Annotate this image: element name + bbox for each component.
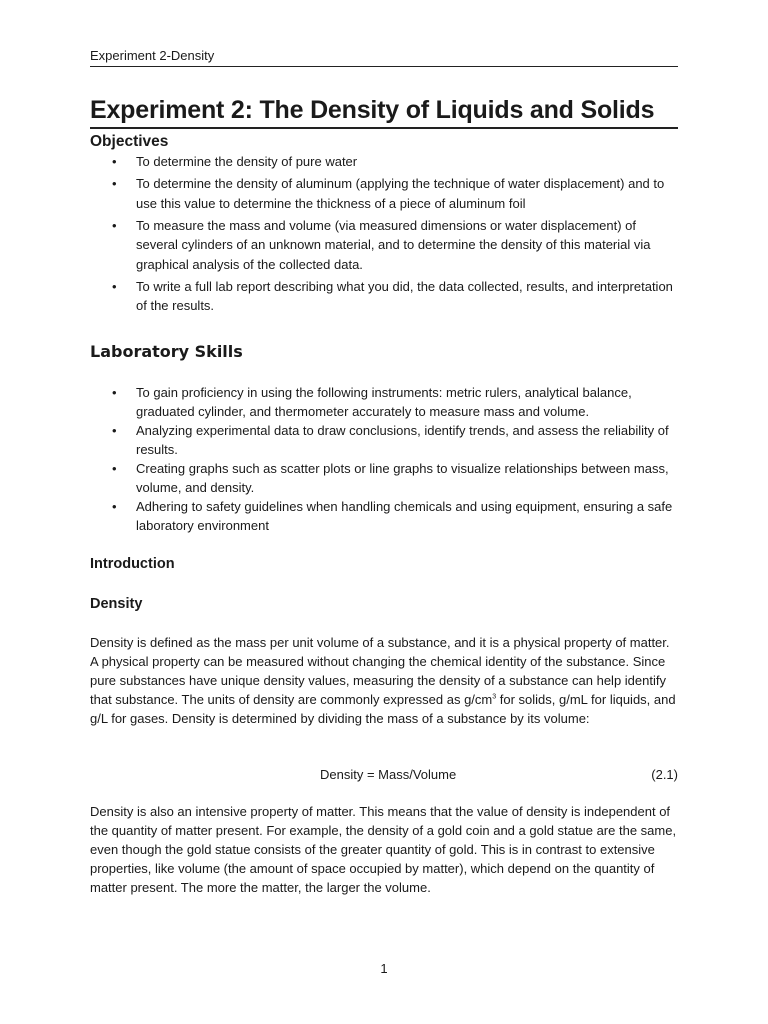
- equation-number: (2.1): [651, 767, 678, 782]
- list-item-text: To gain proficiency in using the following instruments: metric rulers, analytical balance, graduated cylinder, and thermometer accurately to measure mass and volume.: [136, 385, 632, 419]
- density-paragraph-2: Density is also an intensive property of matter. This means that the value of density is independent of the quantity of matter present. For example, the density of a gold coin and a gold statue are the same, even though the gold statue consists of the greater quantity of gold. This is in contrast to extensive properties, like volume (the amount of space occupied by matter), which depend on the quantity of matter present. The more the matter, the larger the volume.: [90, 804, 677, 895]
- list-item: [90, 152, 678, 172]
- bullet-icon: •: [112, 461, 117, 476]
- list-item: [90, 174, 678, 213]
- bullet-icon: •: [112, 423, 117, 438]
- bullet-icon: •: [112, 499, 117, 514]
- bullet-icon: •: [112, 154, 117, 169]
- paragraph-text: for solids, g/mL for liquids, and g/L for gases. Density is determined by dividing the mass of a substance by its volume:: [90, 692, 676, 726]
- superscript: 3: [492, 693, 497, 701]
- density-equation: [90, 765, 678, 785]
- list-item-text: Creating graphs such as scatter plots or line graphs to visualize relationships between mass, volume, and density.: [136, 461, 669, 495]
- list-item-text: To determine the density of aluminum (applying the technique of water displacement) and to use this value to determine the thickness of a piece of aluminum foil: [136, 176, 665, 211]
- laboratory-skills-heading: Laboratory Skills: [90, 342, 243, 361]
- list-item: [90, 421, 678, 459]
- density-subheading: Density: [90, 596, 143, 612]
- running-header: Experiment 2-Density: [90, 48, 678, 67]
- objectives-list: [90, 152, 678, 318]
- page-number: 1: [380, 961, 388, 976]
- list-item: [90, 459, 678, 497]
- list-item-text: Adhering to safety guidelines when handling chemicals and using equipment, ensuring a safe laboratory environment: [136, 499, 673, 533]
- list-item-text: To write a full lab report describing what you did, the data collected, results, and interpretation of the results.: [136, 278, 673, 313]
- bullet-icon: •: [112, 217, 117, 233]
- list-item: [90, 497, 678, 535]
- list-item-text: Analyzing experimental data to draw conclusions, identify trends, and assess the reliability of results.: [136, 423, 669, 457]
- density-paragraph-1: [90, 633, 678, 728]
- list-item: [90, 216, 678, 275]
- list-item-text: To determine the density of pure water: [136, 154, 358, 169]
- list-item-text: To measure the mass and volume (via measured dimensions or water displacement) of several cylinders of an unknown material, and to determine the density of this material via graphical analysis of the collected data.: [136, 217, 651, 272]
- introduction-heading: Introduction: [90, 556, 175, 572]
- bullet-icon: •: [112, 385, 117, 400]
- paragraph-text: Density is defined as the mass per unit volume of a substance, and it is a physical property of matter. A physical property can be measured without changing the chemical identity of the substance. Since pure substances have unique density values, measuring the density of a substance can help identify that substance. The units of density are commonly expressed as g/cm: [90, 635, 670, 707]
- objectives-heading: Objectives: [90, 133, 169, 150]
- equation-text: Density = Mass/Volume: [320, 767, 457, 782]
- bullet-icon: •: [112, 176, 117, 191]
- skills-list: [90, 383, 678, 535]
- bullet-icon: •: [112, 278, 117, 294]
- list-item: [90, 383, 678, 421]
- document-page: [90, 0, 678, 1024]
- list-item: [90, 277, 678, 316]
- page-title: Experiment 2: The Density of Liquids and Solids: [90, 94, 678, 129]
